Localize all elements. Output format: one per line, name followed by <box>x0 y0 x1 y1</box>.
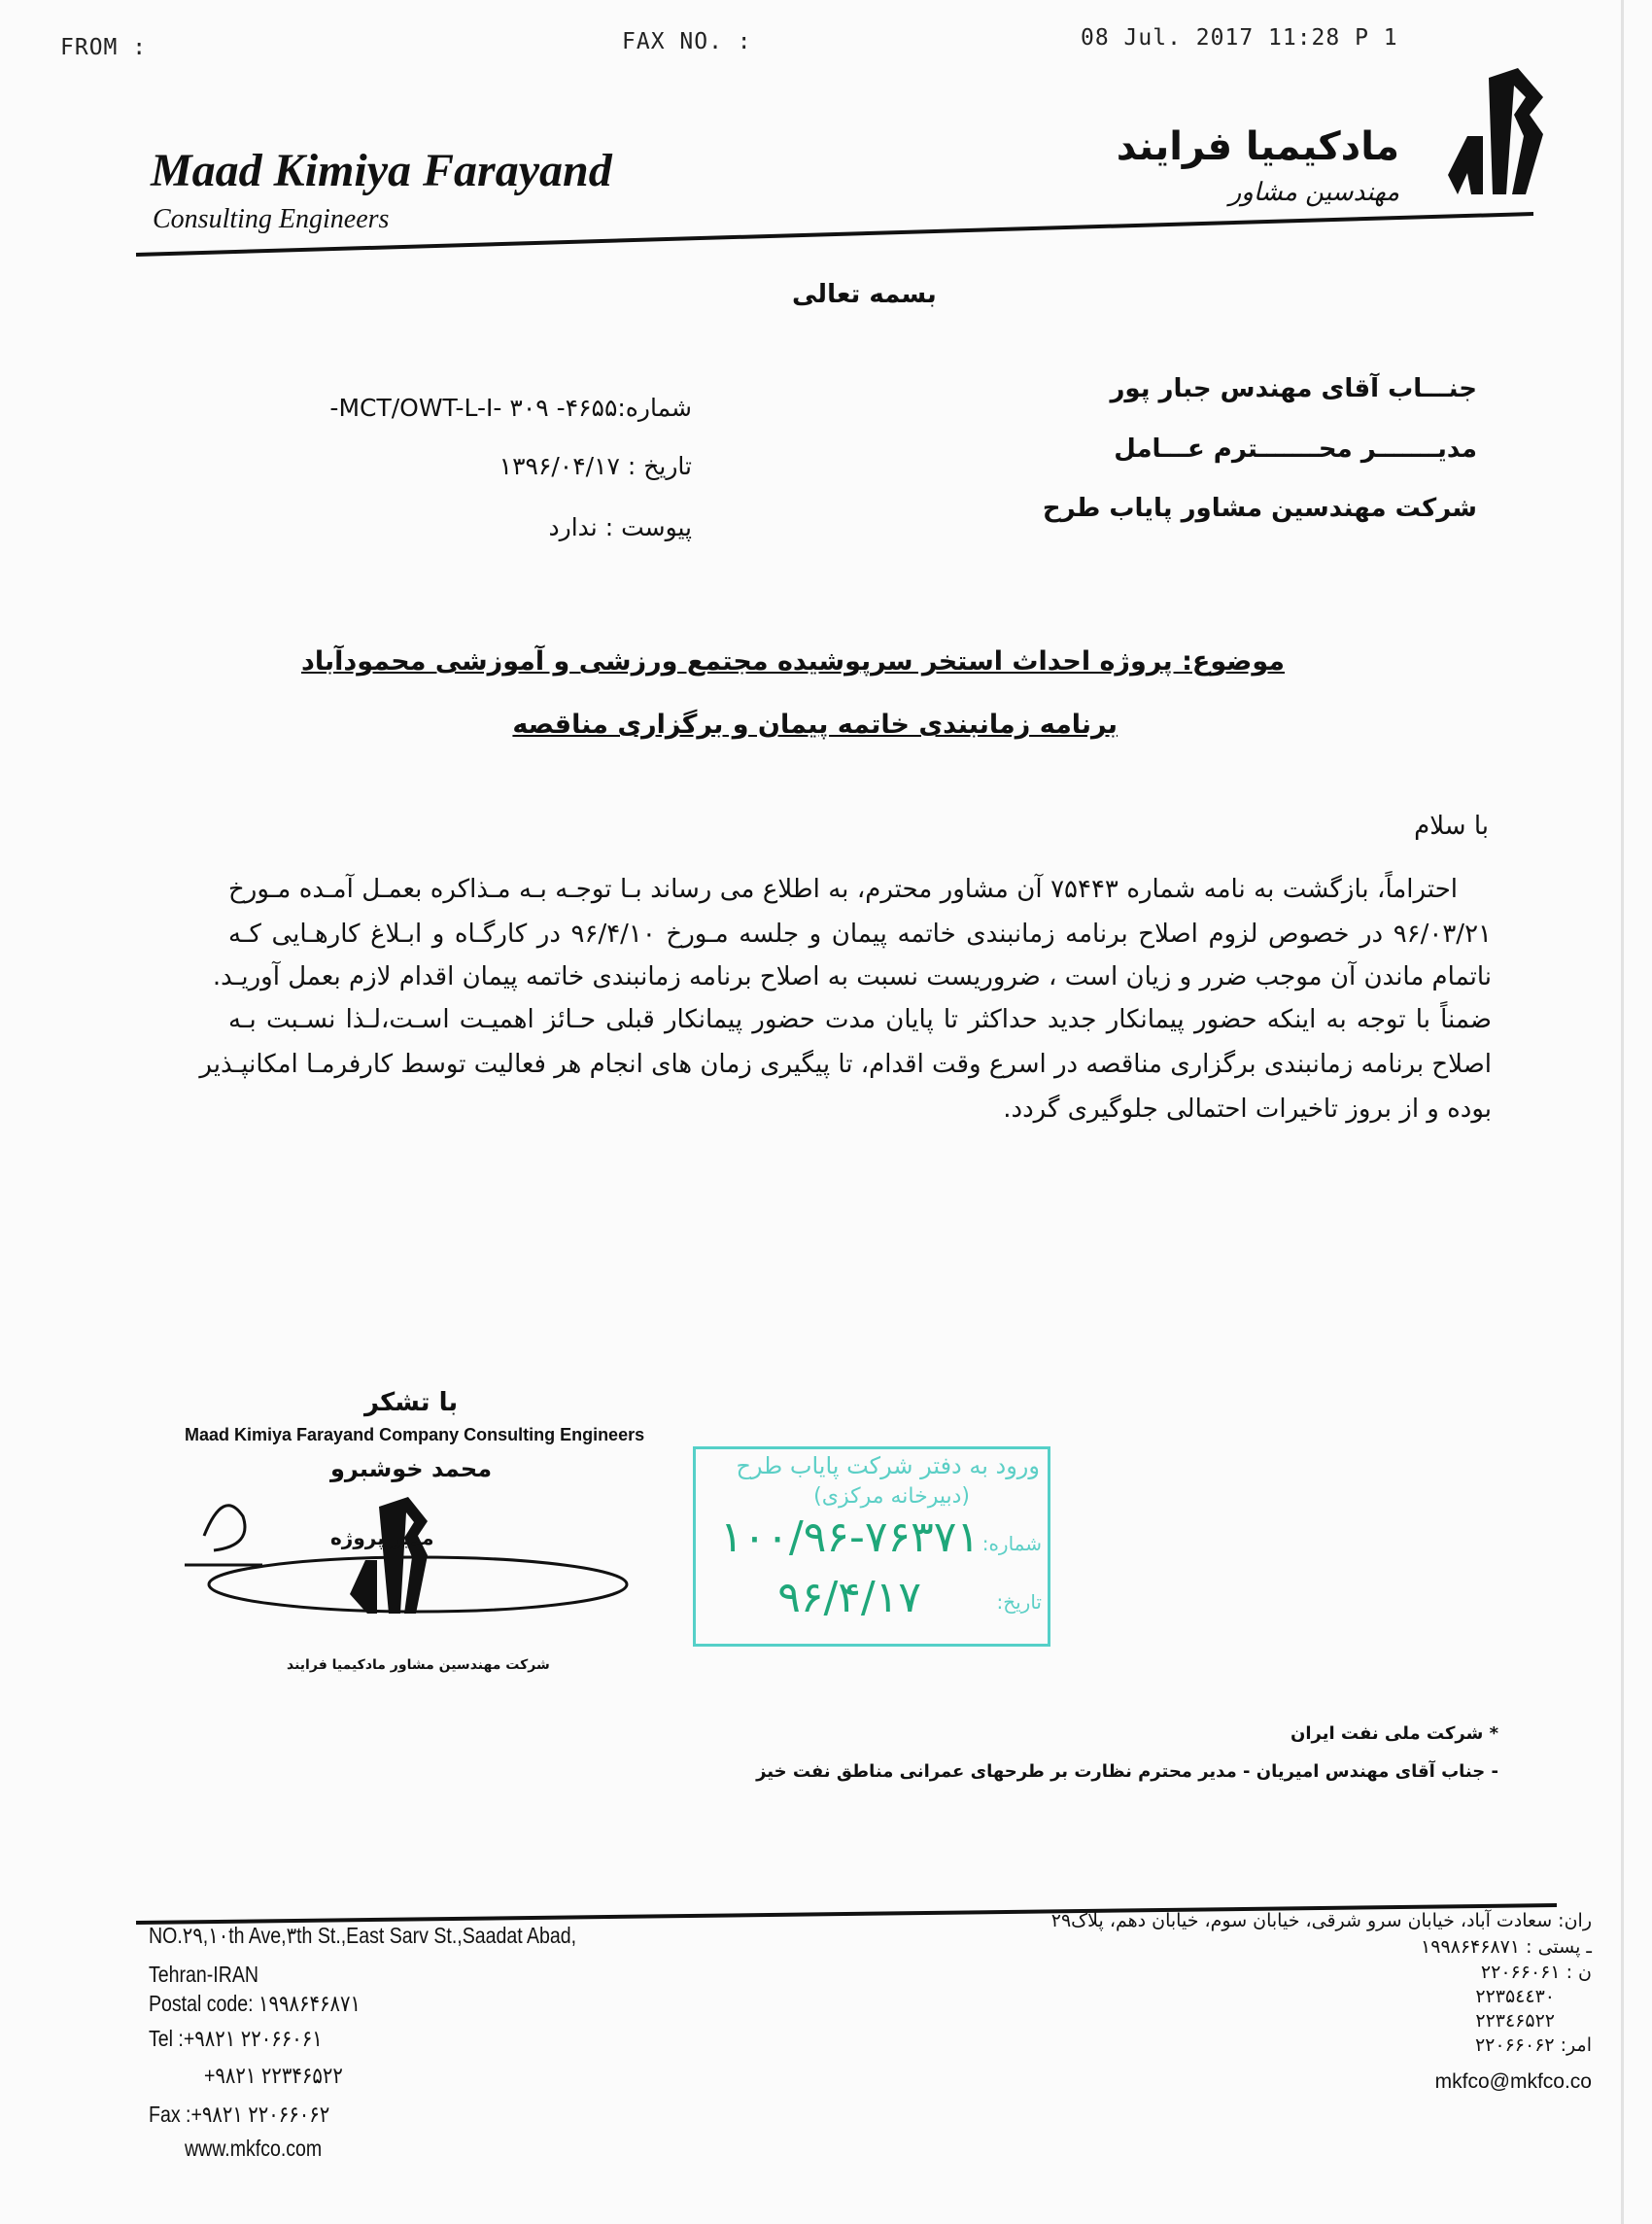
company-name-en: Maad Kimiya Farayand <box>151 145 612 196</box>
stamp-date-value: ۹۶/۴/۱۷ <box>777 1573 921 1622</box>
footer-tel-fa-2: ۲۲۳۵٤٤۳۰ <box>1475 1986 1555 2007</box>
recipient-title: مدیـــــــر محـــــــترم عـــامل <box>1114 434 1477 464</box>
stamp-subtitle: (دبیرخانه مرکزی) <box>813 1484 970 1509</box>
body-line: اصلاح برنامه زمانبندی برگزاری مناقصه در اسرع وقت اقدام، تا پیگیری زمان های انجام هر فعالیت توسط کارفرمـا امکانپـذیر <box>199 1050 1492 1079</box>
company-name-fa: مادکیمیا فرایند <box>1116 124 1399 169</box>
footer-tel-2: +۹۸۲۱ ۲۲۳۴۶۵۲۲ <box>204 2063 343 2088</box>
footer-city-en: Tehran-IRAN <box>149 1962 258 1987</box>
recipient-name: جنـــاب آقای مهندس جبار پور <box>1110 374 1477 403</box>
letter-date: تاریخ : ۱۳۹۶/۰۴/۱۷ <box>499 452 692 480</box>
receipt-stamp <box>693 1446 1050 1647</box>
cc-line: * شرکت ملی نفت ایران <box>1290 1723 1498 1744</box>
company-subtitle-fa: مهندسین مشاور <box>1228 178 1399 207</box>
stamp-number-value: ۱۰۰/۹۶-۷۶۳۷۱ <box>719 1512 980 1562</box>
cc-line: - جناب آقای مهندس امیریان - مدیر محترم نظارت بر طرحهای عمرانی مناطق نفت خیز <box>756 1761 1498 1782</box>
footer-tel-fa-1: ن : ۲۲۰۶۶۰۶۱ <box>1480 1962 1592 1983</box>
body-line: ۹۶/۰۳/۲۱ در خصوص لزوم اصلاح برنامه زمانبندی خاتمه پیمان و جلسه مـورخ ۹۶/۴/۱۰ در کارگـاه و ابـلاغ کارهـایی کـه <box>228 920 1492 949</box>
body-line: احتراماً، بازگشت به نامه شماره ۷۵۴۴۳ آن مشاور محترم، به اطلاع می رساند بـا توجـه بـه مـذاکره بعمـل آمـده مـورخ <box>228 875 1458 904</box>
letter-number: شماره:۴۶۵۵- MCT/OWT-L-I- ۳۰۹- <box>329 394 692 422</box>
scan-edge <box>1621 0 1624 2224</box>
footer-postal-fa: ـ پستی : ۱۹۹۸۶۴۶۸۷۱ <box>1421 1936 1592 1958</box>
fax-number: FAX NO. : <box>622 29 752 54</box>
footer-postal-en: Postal code: ۱۹۹۸۶۴۶۸۷۱ <box>149 1991 361 2016</box>
seal-bottom-text: شرکت مهندسین مشاور مادکیمیا فرایند <box>287 1657 550 1673</box>
invocation: بسمه تعالی <box>792 280 937 309</box>
footer-website[interactable]: www.mkfco.com <box>185 2136 323 2161</box>
subject-line-1: موضوع: پروژه احداث استخر سرپوشیده مجتمع ورزشی و آموزشی محمودآباد <box>300 646 1285 677</box>
fax-from: FROM : <box>60 35 148 60</box>
fax-datetime-page: 08 Jul. 2017 11:28 P 1 <box>1081 25 1398 51</box>
subject-line-2: برنامه زمانبندی خاتمه پیمان و برگزاری مناقصه <box>512 710 1118 740</box>
footer-address-fa: ران: سعادت آباد، خیابان سرو شرقی، خیابان سوم، خیابان دهم، پلاک۲۹ <box>1050 1910 1592 1931</box>
letter-attachment: پیوست : ندارد <box>548 513 692 541</box>
company-subtitle-en: Consulting Engineers <box>153 204 390 234</box>
stamp-number-label: شماره: <box>981 1532 1042 1555</box>
stamp-date-label: تاریخ: <box>996 1590 1042 1614</box>
body-line: ناتمام ماندن آن موجب ضرر و زیان است ، ضروریست نسبت به اصلاح برنامه زمانبندی خاتمه پیمان اقدام لازم بعمل آوریـد. <box>212 962 1492 991</box>
footer-address-en: NO.۲۹,۱۰th Ave,۳th St.,East Sarv St.,Saadat Abad, <box>149 1923 577 1948</box>
footer-email[interactable]: mkfco@mkfco.co <box>1434 2070 1592 2093</box>
signatory-title: مدیر پروژه <box>330 1526 434 1549</box>
closing: با تشکر <box>364 1388 459 1417</box>
body-line: بوده و از بروز تاخیرات احتمالی جلوگیری گردد. <box>1003 1095 1492 1124</box>
greeting: با سلام <box>1414 812 1489 841</box>
recipient-company: شرکت مهندسین مشاور پایاب طرح <box>1042 494 1477 523</box>
signature-seal <box>185 1425 645 1691</box>
stamp-title: ورود به دفتر شرکت پایاب طرح <box>736 1452 1040 1479</box>
footer-tel-1: Tel :+۹۸۲۱ ۲۲۰۶۶۰۶۱ <box>149 2026 323 2051</box>
footer-tel-fa-3: ۲۲۳٤۶۵۲۲ <box>1475 2010 1555 2032</box>
body-line: ضمناً با توجه به اینکه حضور پیمانکار جدید حداکثر تا پایان مدت حضور پیمانکار قبلی حـائز اهمیـت اسـت،لـذا نسـبت بـه <box>228 1005 1492 1034</box>
seal-ring-text: Maad Kimiya Farayand Company Consulting Engineers <box>185 1425 645 1444</box>
footer-fax-fa: امر: ۲۲۰۶۶۰۶۲ <box>1474 2034 1592 2056</box>
signatory-name: محمد خوشبرو <box>330 1455 493 1482</box>
header-divider <box>0 0 1652 292</box>
footer-fax: Fax :+۹۸۲۱ ۲۲۰۶۶۰۶۲ <box>149 2102 330 2127</box>
